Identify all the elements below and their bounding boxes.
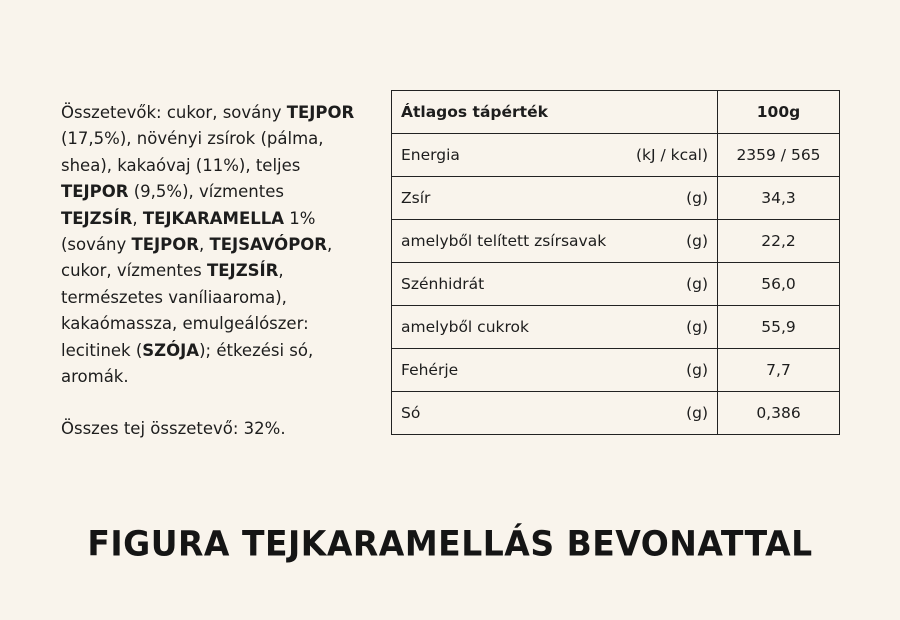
ingredient-segment: Összetevők: cukor, sovány [61, 103, 287, 122]
nutrient-value: 0,386 [718, 392, 840, 435]
nutrition-row [392, 177, 840, 220]
nutrient-name: Só [401, 404, 421, 422]
nutrient-value: 56,0 [718, 263, 840, 306]
product-title: FIGURA TEJKARAMELLÁS BEVONATTAL [87, 523, 813, 564]
nutrient-value: 22,2 [718, 220, 840, 263]
nutrient-value: 2359 / 565 [718, 134, 840, 177]
nutrition-row [392, 349, 840, 392]
nutrient-cell [392, 392, 718, 435]
ingredient-segment: (9,5%), vízmentes [128, 182, 284, 202]
nutrient-name: amelyből telített zsírsavak [401, 232, 607, 250]
nutrient-value: 55,9 [718, 306, 840, 349]
nutrition-row [392, 134, 840, 177]
nutrient-name: amelyből cukrok [401, 318, 529, 336]
nutrient-unit: (g) [686, 232, 708, 250]
ingredient-segment: , [132, 208, 143, 228]
allergen-highlight: TEJPOR [131, 235, 199, 255]
ingredients-block [61, 100, 361, 443]
nutrient-unit: (g) [686, 189, 708, 207]
nutrient-name: Zsír [401, 189, 431, 207]
nutrient-unit: (g) [686, 361, 708, 379]
milk-content-text: Összes tej összetevő: 32%. [61, 419, 286, 439]
nutrient-value: 7,7 [718, 349, 840, 392]
nutrient-name: Fehérje [401, 361, 459, 379]
allergen-highlight: TEJPOR [286, 103, 355, 122]
allergen-highlight: TEJZSÍR [207, 261, 279, 281]
nutrition-header-value: 100g [718, 91, 840, 134]
nutrient-unit: (g) [686, 404, 708, 422]
nutrient-cell [392, 134, 718, 177]
ingredient-segment: , természetes vaníliaaroma), kakaómassza, emulgeálószer: lecitinek ( [61, 261, 309, 360]
nutrient-unit: (kJ / kcal) [635, 146, 708, 164]
ingredient-segment: , cukor, vízmentes [61, 235, 333, 281]
nutrient-name: Szénhidrát [401, 275, 485, 293]
ingredient-segment: (17,5%), növényi zsírok (pálma, shea), kakaóvaj (11%), teljes [61, 129, 324, 175]
nutrient-cell [392, 220, 718, 263]
nutrient-cell [392, 306, 718, 349]
allergen-highlight: SZÓJA [142, 340, 200, 360]
nutrition-row [392, 392, 840, 435]
nutrition-header-row [392, 91, 840, 134]
nutrient-cell [392, 349, 718, 392]
nutrient-name: Energia [401, 146, 460, 164]
nutrient-unit: (g) [686, 318, 708, 336]
ingredients-text [61, 100, 361, 390]
nutrition-row [392, 263, 840, 306]
allergen-highlight: TEJSAVÓPOR [209, 235, 328, 255]
allergen-highlight: TEJKARAMELLA [142, 208, 285, 228]
nutrient-unit: (g) [686, 275, 708, 293]
allergen-highlight: TEJPOR [61, 182, 129, 202]
nutrient-value: 34,3 [718, 177, 840, 220]
ingredient-segment: 1% (sovány [61, 208, 316, 255]
nutrition-row [392, 220, 840, 263]
nutrition-table [391, 90, 840, 435]
nutrition-header-label: Átlagos tápérték [392, 91, 718, 134]
ingredient-segment: , [198, 235, 210, 255]
allergen-highlight: TEJZSÍR [61, 208, 133, 228]
nutrition-row [392, 306, 840, 349]
nutrient-cell [392, 177, 718, 220]
ingredient-segment: ); étkezési só, aromák. [61, 340, 314, 387]
nutrient-cell [392, 263, 718, 306]
